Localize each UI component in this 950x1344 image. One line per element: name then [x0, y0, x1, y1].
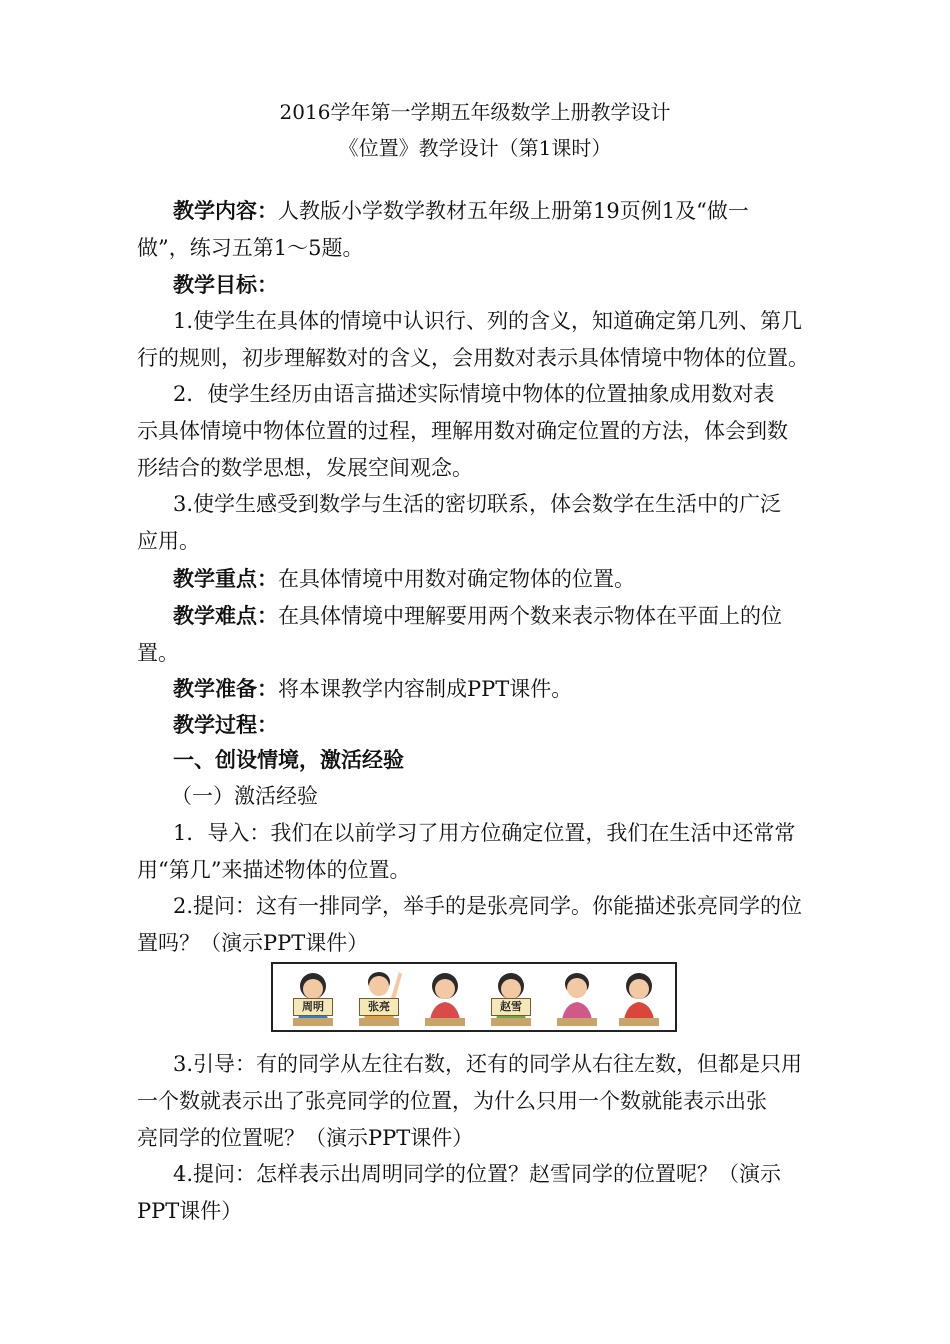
keypoint-label: 教学重点： [173, 566, 278, 591]
student-name-sign: 赵雪 [491, 998, 531, 1016]
step-1-line2: 用“第几”来描述物体的位置。 [137, 858, 411, 882]
student-figure [615, 968, 663, 1028]
process-label: 教学过程： [173, 712, 278, 737]
objective-3 [137, 486, 817, 560]
preparation-label: 教学准备： [173, 676, 278, 701]
step-2-line2: 置吗？（演示PPT课件） [137, 931, 369, 955]
section-1-title: 一、创设情境，激活经验 [173, 747, 404, 772]
objective-1 [137, 303, 817, 377]
student-name-sign: 周明 [293, 998, 333, 1016]
step-3-line1: 3.引导：有的同学从左往右数，还有的同学从右往左数，但都是只用 [173, 1052, 803, 1076]
process-heading [137, 706, 817, 744]
subsection-1-title: （一）激活经验 [171, 784, 318, 808]
difficulty-label: 教学难点： [173, 603, 278, 628]
subsection-1-heading [137, 778, 817, 815]
step-1 [137, 815, 817, 889]
step-1-line1: 1．导入：我们在以前学习了用方位确定位置，我们在生活中还常常 [173, 821, 796, 845]
step-4 [137, 1156, 817, 1230]
step-2 [137, 888, 817, 962]
difficulty-text-line1: 在具体情境中理解要用两个数来表示物体在平面上的位 [278, 604, 782, 628]
content-text-line1: 人教版小学数学教材五年级上册第19页例1及“做一 [278, 199, 749, 223]
objective-2-line1: 2．使学生经历由语言描述实际情境中物体的位置抽象成用数对表 [173, 382, 775, 406]
student-figure [487, 968, 535, 1028]
difficulty-paragraph [137, 597, 817, 672]
document-title: 2016学年第一学期五年级数学上册教学设计 [279, 100, 671, 124]
students-row-figure [271, 962, 677, 1032]
step-3-line2: 一个数就表示出了张亮同学的位置，为什么只用一个数就能表示出张 [137, 1089, 767, 1113]
step-3-line3: 亮同学的位置呢？（演示PPT课件） [137, 1126, 474, 1150]
content-text-line2: 做”，练习五第1～5题。 [137, 236, 364, 260]
objective-1-line2: 行的规则，初步理解数对的含义，会用数对表示具体情境中物体的位置。 [137, 346, 809, 370]
student-figure [553, 968, 601, 1028]
preparation-text: 将本课教学内容制成PPT课件。 [278, 677, 573, 701]
section-1-heading [137, 741, 817, 779]
document-subtitle: 《位置》教学设计（第1课时） [338, 136, 612, 160]
preparation-paragraph [137, 670, 817, 708]
keypoint-text: 在具体情境中用数对确定物体的位置。 [278, 567, 635, 591]
objective-3-line1: 3.使学生感受到数学与生活的密切联系，体会数学在生活中的广泛 [173, 492, 782, 516]
objective-2-line2: 示具体情境中物体位置的过程，理解用数对确定位置的方法，体会到数 [137, 419, 788, 443]
student-figure [421, 968, 469, 1028]
objective-2 [137, 376, 817, 487]
objective-2-line3: 形结合的数学思想，发展空间观念。 [137, 456, 473, 480]
difficulty-text-line2: 置。 [137, 641, 179, 665]
student-figure [355, 968, 403, 1028]
student-figure [289, 968, 337, 1028]
content-label: 教学内容： [173, 198, 278, 223]
content-paragraph [137, 192, 817, 267]
student-name-sign: 张亮 [359, 998, 399, 1016]
step-2-line1: 2.提问：这有一排同学，举手的是张亮同学。你能描述张亮同学的位 [173, 894, 803, 918]
objective-1-line1: 1.使学生在具体的情境中认识行、列的含义，知道确定第几列、第几 [173, 309, 803, 333]
step-4-line2: PPT课件） [137, 1199, 243, 1223]
objective-3-line2: 应用。 [137, 529, 200, 553]
objectives-heading [137, 266, 817, 304]
objectives-label: 教学目标： [173, 272, 278, 297]
step-3 [137, 1046, 817, 1157]
keypoint-paragraph [137, 560, 817, 598]
step-4-line1: 4.提问：怎样表示出周明同学的位置？赵雪同学的位置呢？（演示 [173, 1162, 782, 1186]
